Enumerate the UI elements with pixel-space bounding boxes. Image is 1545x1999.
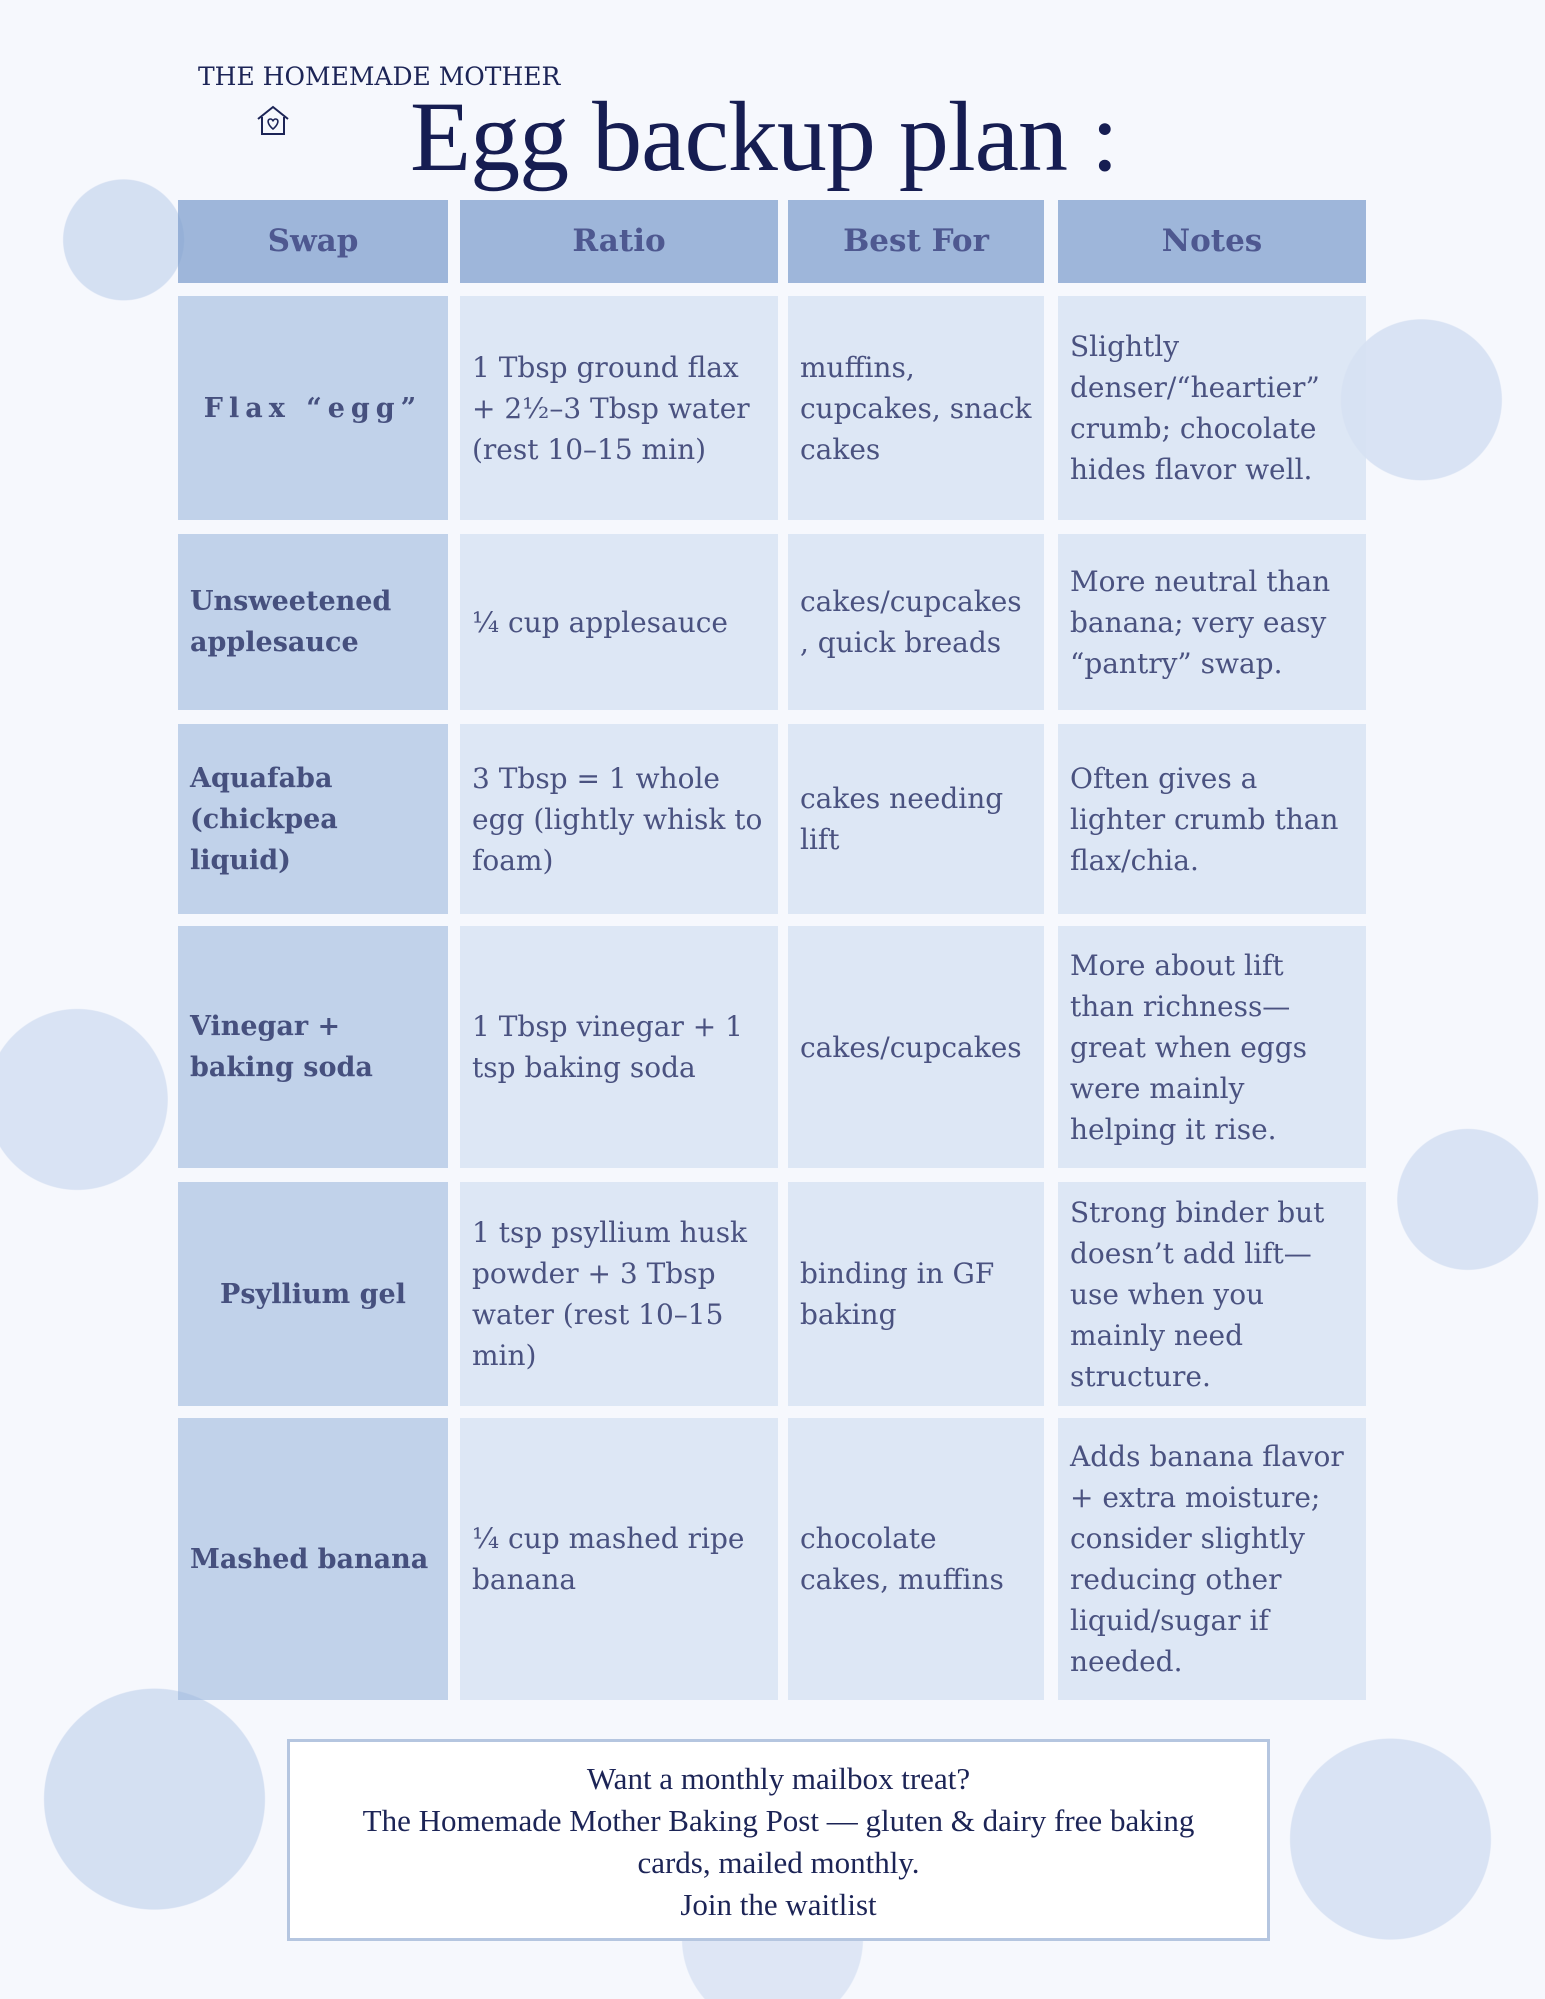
waitlist-promo-box bbox=[287, 1739, 1270, 1941]
join-waitlist-link[interactable]: Join the waitlist bbox=[680, 1887, 877, 1922]
row-4-notes: More about lift than richness—great when eggs were mainly helping it rise. bbox=[1058, 926, 1366, 1168]
row-3-swap: Aquafaba (chickpea liquid) bbox=[178, 724, 448, 914]
row-4-swap: Vinegar + baking soda bbox=[178, 926, 448, 1168]
header-notes: Notes bbox=[1058, 200, 1366, 283]
row-2-notes: More neutral than banana; very easy “pantry” swap. bbox=[1058, 534, 1366, 710]
row-5-swap: Psyllium gel bbox=[178, 1182, 448, 1406]
row-6-notes: Adds banana flavor + extra moisture; consider slightly reducing other liquid/sugar if needed. bbox=[1058, 1418, 1366, 1700]
row-3-best-for: cakes needing lift bbox=[788, 724, 1044, 914]
row-2-ratio: ¼ cup applesauce bbox=[460, 534, 778, 710]
row-2-best-for: cakes/cupcakes , quick breads bbox=[788, 534, 1044, 710]
row-4-best-for: cakes/cupcakes bbox=[788, 926, 1044, 1168]
row-4-ratio: 1 Tbsp vinegar + 1 tsp baking soda bbox=[460, 926, 778, 1168]
row-2-swap: Unsweetened applesauce bbox=[178, 534, 448, 710]
header-ratio: Ratio bbox=[460, 200, 778, 283]
row-6-best-for: chocolate cakes, muffins bbox=[788, 1418, 1044, 1700]
row-1-swap: Flax “egg” bbox=[178, 296, 448, 520]
house-heart-icon bbox=[255, 103, 291, 137]
row-5-ratio: 1 tsp psyllium husk powder + 3 Tbsp water (rest 10–15 min) bbox=[460, 1182, 778, 1406]
header-swap: Swap bbox=[178, 200, 448, 283]
page-title: Egg backup plan : bbox=[410, 81, 1118, 192]
promo-description-cont: cards, mailed monthly. bbox=[637, 1845, 920, 1880]
egg-swap-table bbox=[178, 200, 1366, 1700]
promo-question: Want a monthly mailbox treat? bbox=[586, 1761, 971, 1796]
header-best-for: Best For bbox=[788, 200, 1044, 283]
row-1-ratio: 1 Tbsp ground flax + 2½–3 Tbsp water (rest 10–15 min) bbox=[460, 296, 778, 520]
row-1-best-for: muffins, cupcakes, snack cakes bbox=[788, 296, 1044, 520]
row-3-ratio: 3 Tbsp = 1 whole egg (lightly whisk to foam) bbox=[460, 724, 778, 914]
promo-description: The Homemade Mother Baking Post — gluten & dairy free baking bbox=[362, 1803, 1195, 1838]
brand-name: THE HOMEMADE MOTHER bbox=[198, 62, 561, 91]
row-5-notes: Strong binder but doesn’t add lift—use when you mainly need structure. bbox=[1058, 1182, 1366, 1406]
row-3-notes: Often gives a lighter crumb than flax/chia. bbox=[1058, 724, 1366, 914]
row-5-best-for: binding in GF baking bbox=[788, 1182, 1044, 1406]
row-6-ratio: ¼ cup mashed ripe banana bbox=[460, 1418, 778, 1700]
row-1-notes: Slightly denser/“heartier” crumb; chocolate hides flavor well. bbox=[1058, 296, 1366, 520]
row-6-swap: Mashed banana bbox=[178, 1418, 448, 1700]
